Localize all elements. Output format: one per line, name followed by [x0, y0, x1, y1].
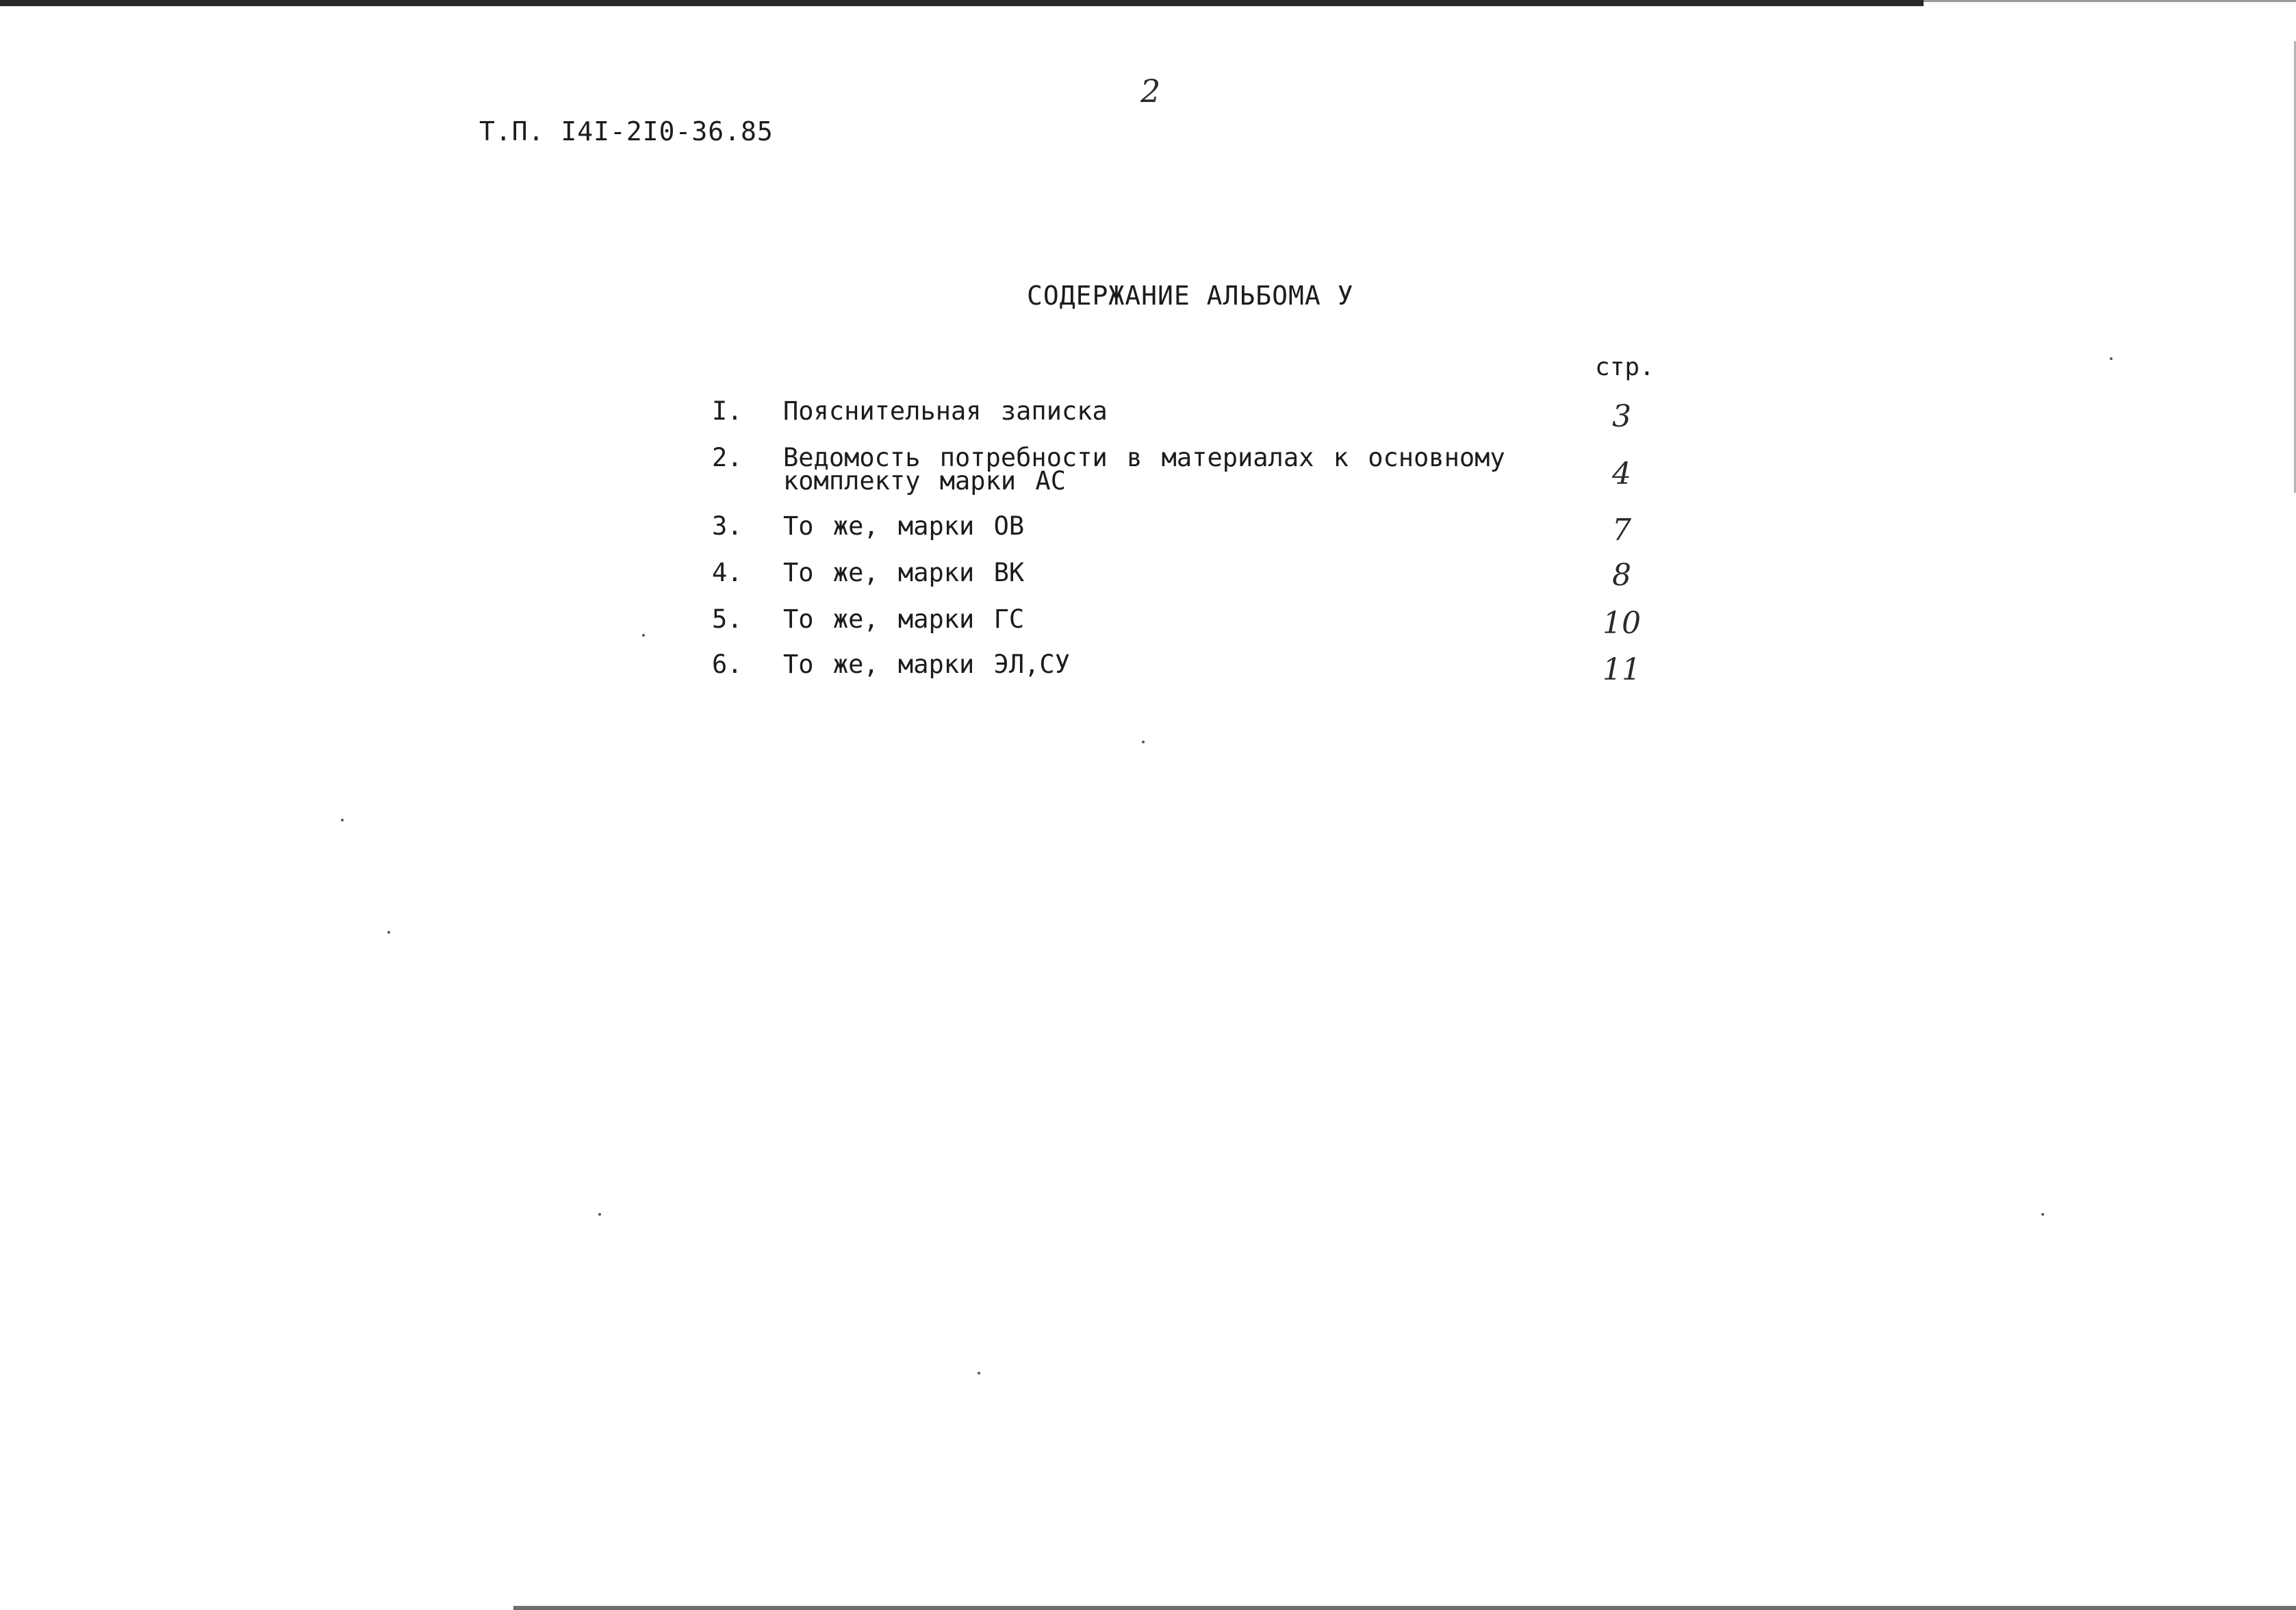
toc-entry-page: 3 [1612, 399, 1631, 434]
scan-edge-top-fade [1924, 0, 2296, 2]
page-title: СОДЕРЖАНИЕ АЛЬБОМА У [1027, 281, 1354, 311]
scan-edge-bottom [513, 1606, 2296, 1610]
toc-entry-page: 7 [1612, 513, 1631, 548]
page-column-header: стр. [1595, 353, 1655, 381]
toc-entry-number: I. [712, 396, 743, 426]
toc-entry-text: То же, марки ВК [783, 558, 1025, 587]
toc-entry-number: 6. [712, 650, 743, 679]
handwritten-page-number: 2 [1140, 73, 1161, 110]
scan-speck [642, 634, 645, 637]
toc-entry-text: То же, марки ГС [783, 604, 1025, 634]
scan-speck [598, 1213, 601, 1216]
toc-entry-page: 10 [1603, 606, 1641, 641]
toc-entry-number: 4. [712, 558, 743, 587]
toc-entry-text: Пояснительная записка [783, 396, 1108, 426]
toc-entry-text: То же, марки ЭЛ,СУ [783, 650, 1070, 679]
scan-edge-top [0, 0, 1924, 6]
scan-speck [1142, 741, 1145, 743]
toc-entry-text: Ведомость потребности в материалах к основному комплекту марки АС [783, 443, 1505, 496]
toc-entry-page: 11 [1603, 652, 1641, 687]
scan-speck [341, 819, 344, 821]
toc-entry-text: То же, марки ОВ [783, 511, 1025, 541]
toc-entry-page: 4 [1612, 457, 1631, 491]
scan-speck [2041, 1213, 2044, 1216]
scan-speck [387, 931, 390, 934]
document-code: Т.П. I4I-2I0-36.85 [479, 116, 774, 146]
toc-entry-page: 8 [1612, 558, 1631, 593]
toc-entry-number: 2. [712, 443, 743, 472]
toc-entry-number: 5. [712, 604, 743, 634]
toc-entry-number: 3. [712, 511, 743, 541]
scan-speck [2110, 357, 2113, 360]
scan-speck [978, 1372, 980, 1375]
